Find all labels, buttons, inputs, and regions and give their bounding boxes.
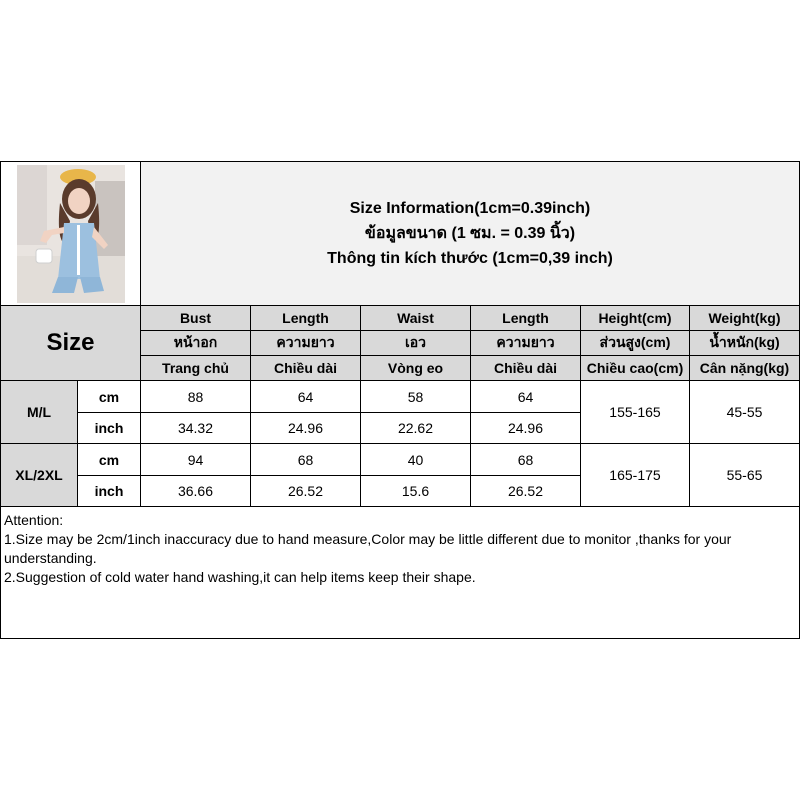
header-weight-th: น้ำหนัก(kg) (690, 331, 800, 356)
header-length2-vi: Chiều dài (471, 356, 581, 381)
header-waist-en: Waist (361, 306, 471, 331)
table-cell: 64 (251, 381, 361, 413)
table-cell: 26.52 (471, 476, 581, 507)
height-range: 155-165 (581, 381, 690, 444)
table-cell: 68 (251, 444, 361, 476)
table-cell: 24.96 (251, 413, 361, 444)
table-cell: 26.52 (251, 476, 361, 507)
header-bust-th: หน้าอก (141, 331, 251, 356)
table-cell: 22.62 (361, 413, 471, 444)
header-length-vi: Chiều dài (251, 356, 361, 381)
title-vietnamese: Thông tin kích thước (1cm=0,39 inch) (327, 249, 613, 267)
table-cell: 34.32 (141, 413, 251, 444)
notes-line-2: 2.Suggestion of cold water hand washing,it can help items keep their shape. (4, 569, 476, 585)
notes-line-1: 1.Size may be 2cm/1inch inaccuracy due to hand measure,Color may be little different due to monitor ,thanks for your understanding. (4, 531, 732, 566)
table-cell: 64 (471, 381, 581, 413)
attention-notes (0, 507, 800, 639)
header-weight-vi: Cân nặng(kg) (690, 356, 800, 381)
header-height-en: Height(cm) (581, 306, 690, 331)
table-cell: 58 (361, 381, 471, 413)
unit-label: cm (78, 444, 141, 476)
notes-heading: Attention: (4, 512, 64, 528)
table-cell: 24.96 (471, 413, 581, 444)
unit-label: inch (78, 476, 141, 507)
size-chart (0, 161, 800, 639)
unit-label: cm (78, 381, 141, 413)
table-cell: 94 (141, 444, 251, 476)
weight-range: 45-55 (690, 381, 800, 444)
header-length-th: ความยาว (251, 331, 361, 356)
header-length2-en: Length (471, 306, 581, 331)
unit-label: inch (78, 413, 141, 444)
size-label: Size (0, 306, 141, 381)
table-cell: 36.66 (141, 476, 251, 507)
title-block (141, 161, 800, 306)
size-name-xl2xl: XL/2XL (0, 444, 78, 507)
header-length2-th: ความยาว (471, 331, 581, 356)
header-weight-en: Weight(kg) (690, 306, 800, 331)
title-thai: ข้อมูลขนาด (1 ซม. = 0.39 นิ้ว) (364, 224, 576, 242)
height-range: 165-175 (581, 444, 690, 507)
product-photo (0, 161, 141, 306)
weight-range: 55-65 (690, 444, 800, 507)
title-english: Size Information(1cm=0.39inch) (349, 199, 591, 217)
header-bust-en: Bust (141, 306, 251, 331)
model-photo-image (0, 161, 140, 305)
header-bust-vi: Trang chủ (141, 356, 251, 381)
size-name-ml: M/L (0, 381, 78, 444)
header-height-th: ส่วนสูง(cm) (581, 331, 690, 356)
header-height-vi: Chiều cao(cm) (581, 356, 690, 381)
table-cell: 68 (471, 444, 581, 476)
table-cell: 88 (141, 381, 251, 413)
header-waist-th: เอว (361, 331, 471, 356)
header-length-en: Length (251, 306, 361, 331)
table-cell: 15.6 (361, 476, 471, 507)
table-cell: 40 (361, 444, 471, 476)
header-waist-vi: Vòng eo (361, 356, 471, 381)
